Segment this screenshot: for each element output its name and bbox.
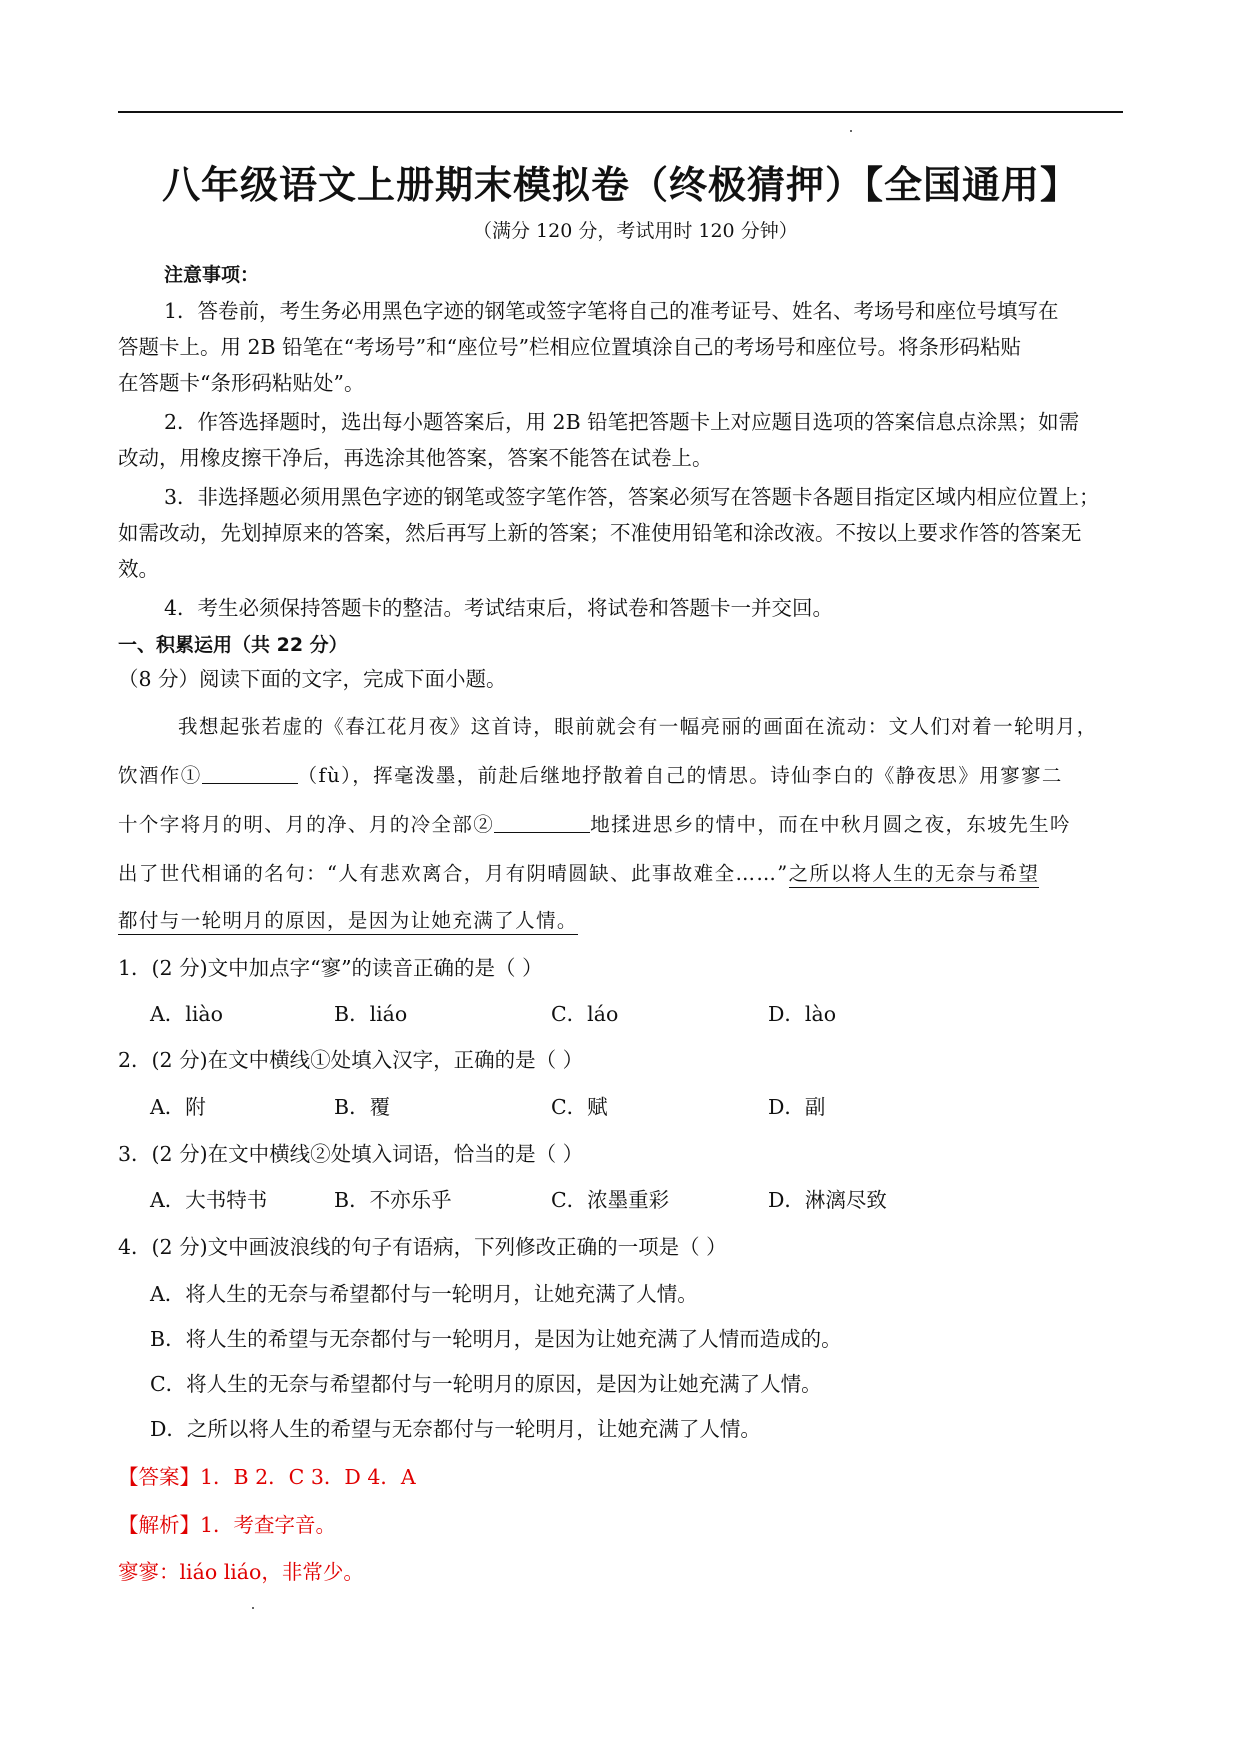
notice-line: 效。 [118, 557, 159, 581]
passage-line: 我想起张若虚的《春江花月夜》这首诗，眼前就会有一幅亮丽的画面在流动：文人们对着一轮明月， [178, 715, 1098, 738]
passage-text: （fù），挥毫泼墨，前赴后继地抒散着自己的情思。诗仙李白的《静夜思》用寥寥二 [297, 764, 1063, 787]
notice-line: 如需改动，先划掉原来的答案，然后再写上新的答案；不准使用铅笔和涂改液。不按以上要求作答的答案无 [118, 521, 1082, 545]
answer-line: 【答案】1．B 2．C 3．D 4．A [118, 1465, 416, 1489]
passage-line [118, 760, 1063, 788]
page-subtitle: （满分 120 分，考试用时 120 分钟） [473, 220, 798, 242]
option-c: C．将人生的无奈与希望都付与一轮明月的原因，是因为让她充满了人情。 [150, 1372, 822, 1396]
option-a: A．liào [150, 1002, 223, 1026]
option-d: D．淋漓尽致 [768, 1188, 887, 1212]
speck-mark [252, 1607, 254, 1609]
fill-blank-1 [202, 763, 298, 784]
question-stem: 4．(2 分)文中画波浪线的句子有语病，下列修改正确的一项是（ ） [118, 1235, 727, 1259]
speck-mark [850, 130, 852, 132]
wavy-underlined-sentence: 之所以将人生的无奈与希望 [789, 862, 1040, 888]
analysis-line: 【解析】1．考查字音。 [118, 1513, 337, 1537]
question-stem: 1．(2 分)文中加点字“寥”的读音正确的是（ ） [118, 956, 543, 980]
option-a: A．附 [150, 1095, 206, 1119]
passage-text: 出了世代相诵的名句：“人有悲欢离合，月有阴晴圆缺、此事故难全……” [118, 862, 789, 885]
fill-blank-2 [494, 812, 590, 833]
option-b: B．liáo [334, 1002, 408, 1026]
question-stem: 2．(2 分)在文中横线①处填入汉字，正确的是（ ） [118, 1048, 584, 1072]
option-a: A．大书特书 [150, 1188, 268, 1212]
passage-text: 饮酒作① [118, 764, 202, 787]
option-c: C．láo [551, 1002, 619, 1026]
header-rule [118, 111, 1123, 113]
option-b: B．覆 [334, 1095, 391, 1119]
option-b: B．不亦乐乎 [334, 1188, 452, 1212]
option-d: D．副 [768, 1095, 826, 1119]
question-stem: 3．(2 分)在文中横线②处填入词语，恰当的是（ ） [118, 1142, 584, 1166]
notice-heading: 注意事项： [164, 264, 260, 286]
passage-text: 十个字将月的明、月的净、月的冷全部② [118, 813, 495, 836]
page-title: 八年级语文上册期末模拟卷（终极猜押）【全国通用】 [161, 163, 1079, 207]
wavy-underlined-sentence: 都付与一轮明月的原因，是因为让她充满了人情。 [118, 909, 578, 935]
passage-line [118, 858, 1039, 886]
notice-line: 答题卡上。用 2B 铅笔在“考场号”和“座位号”栏相应位置填涂自己的考场号和座位号。将条形码粘贴 [118, 335, 1022, 359]
passage-line [118, 809, 1071, 837]
notice-line: 1．答卷前，考生务必用黑色字迹的钢笔或签字笔将自己的准考证号、姓名、考场号和座位号填写在 [164, 299, 1059, 323]
option-d: D．之所以将人生的希望与无奈都付与一轮明月，让她充满了人情。 [150, 1417, 761, 1441]
option-a: A．将人生的无奈与希望都付与一轮明月，让她充满了人情。 [150, 1282, 698, 1306]
section-heading: 一、积累运用（共 22 分） [118, 634, 348, 656]
notice-line: 2．作答选择题时，选出每小题答案后，用 2B 铅笔把答题卡上对应题目选项的答案信息点涂黑；如需 [164, 410, 1080, 434]
notice-line: 4．考生必须保持答题卡的整洁。考试结束后，将试卷和答题卡一并交回。 [164, 596, 834, 620]
notice-line: 在答题卡“条形码粘贴处”。 [118, 371, 365, 395]
passage-text: 地揉进思乡的情中，而在中秋月圆之夜，东坡先生吟 [590, 813, 1071, 836]
notice-line: 改动，用橡皮擦干净后，再选涂其他答案，答案不能答在试卷上。 [118, 446, 713, 470]
section-intro: （8 分）阅读下面的文字，完成下面小题。 [118, 667, 507, 691]
passage-line [118, 905, 578, 933]
option-c: C．赋 [551, 1095, 608, 1119]
option-c: C．浓墨重彩 [551, 1188, 670, 1212]
analysis-line: 寥寥：liáo liáo，非常少。 [118, 1560, 364, 1584]
option-d: D．lào [768, 1002, 837, 1026]
notice-line: 3．非选择题必须用黑色字迹的钢笔或签字笔作答，答案必须写在答题卡各题目指定区域内相应位置上； [164, 485, 1100, 509]
option-b: B．将人生的希望与无奈都付与一轮明月，是因为让她充满了人情而造成的。 [150, 1327, 842, 1351]
